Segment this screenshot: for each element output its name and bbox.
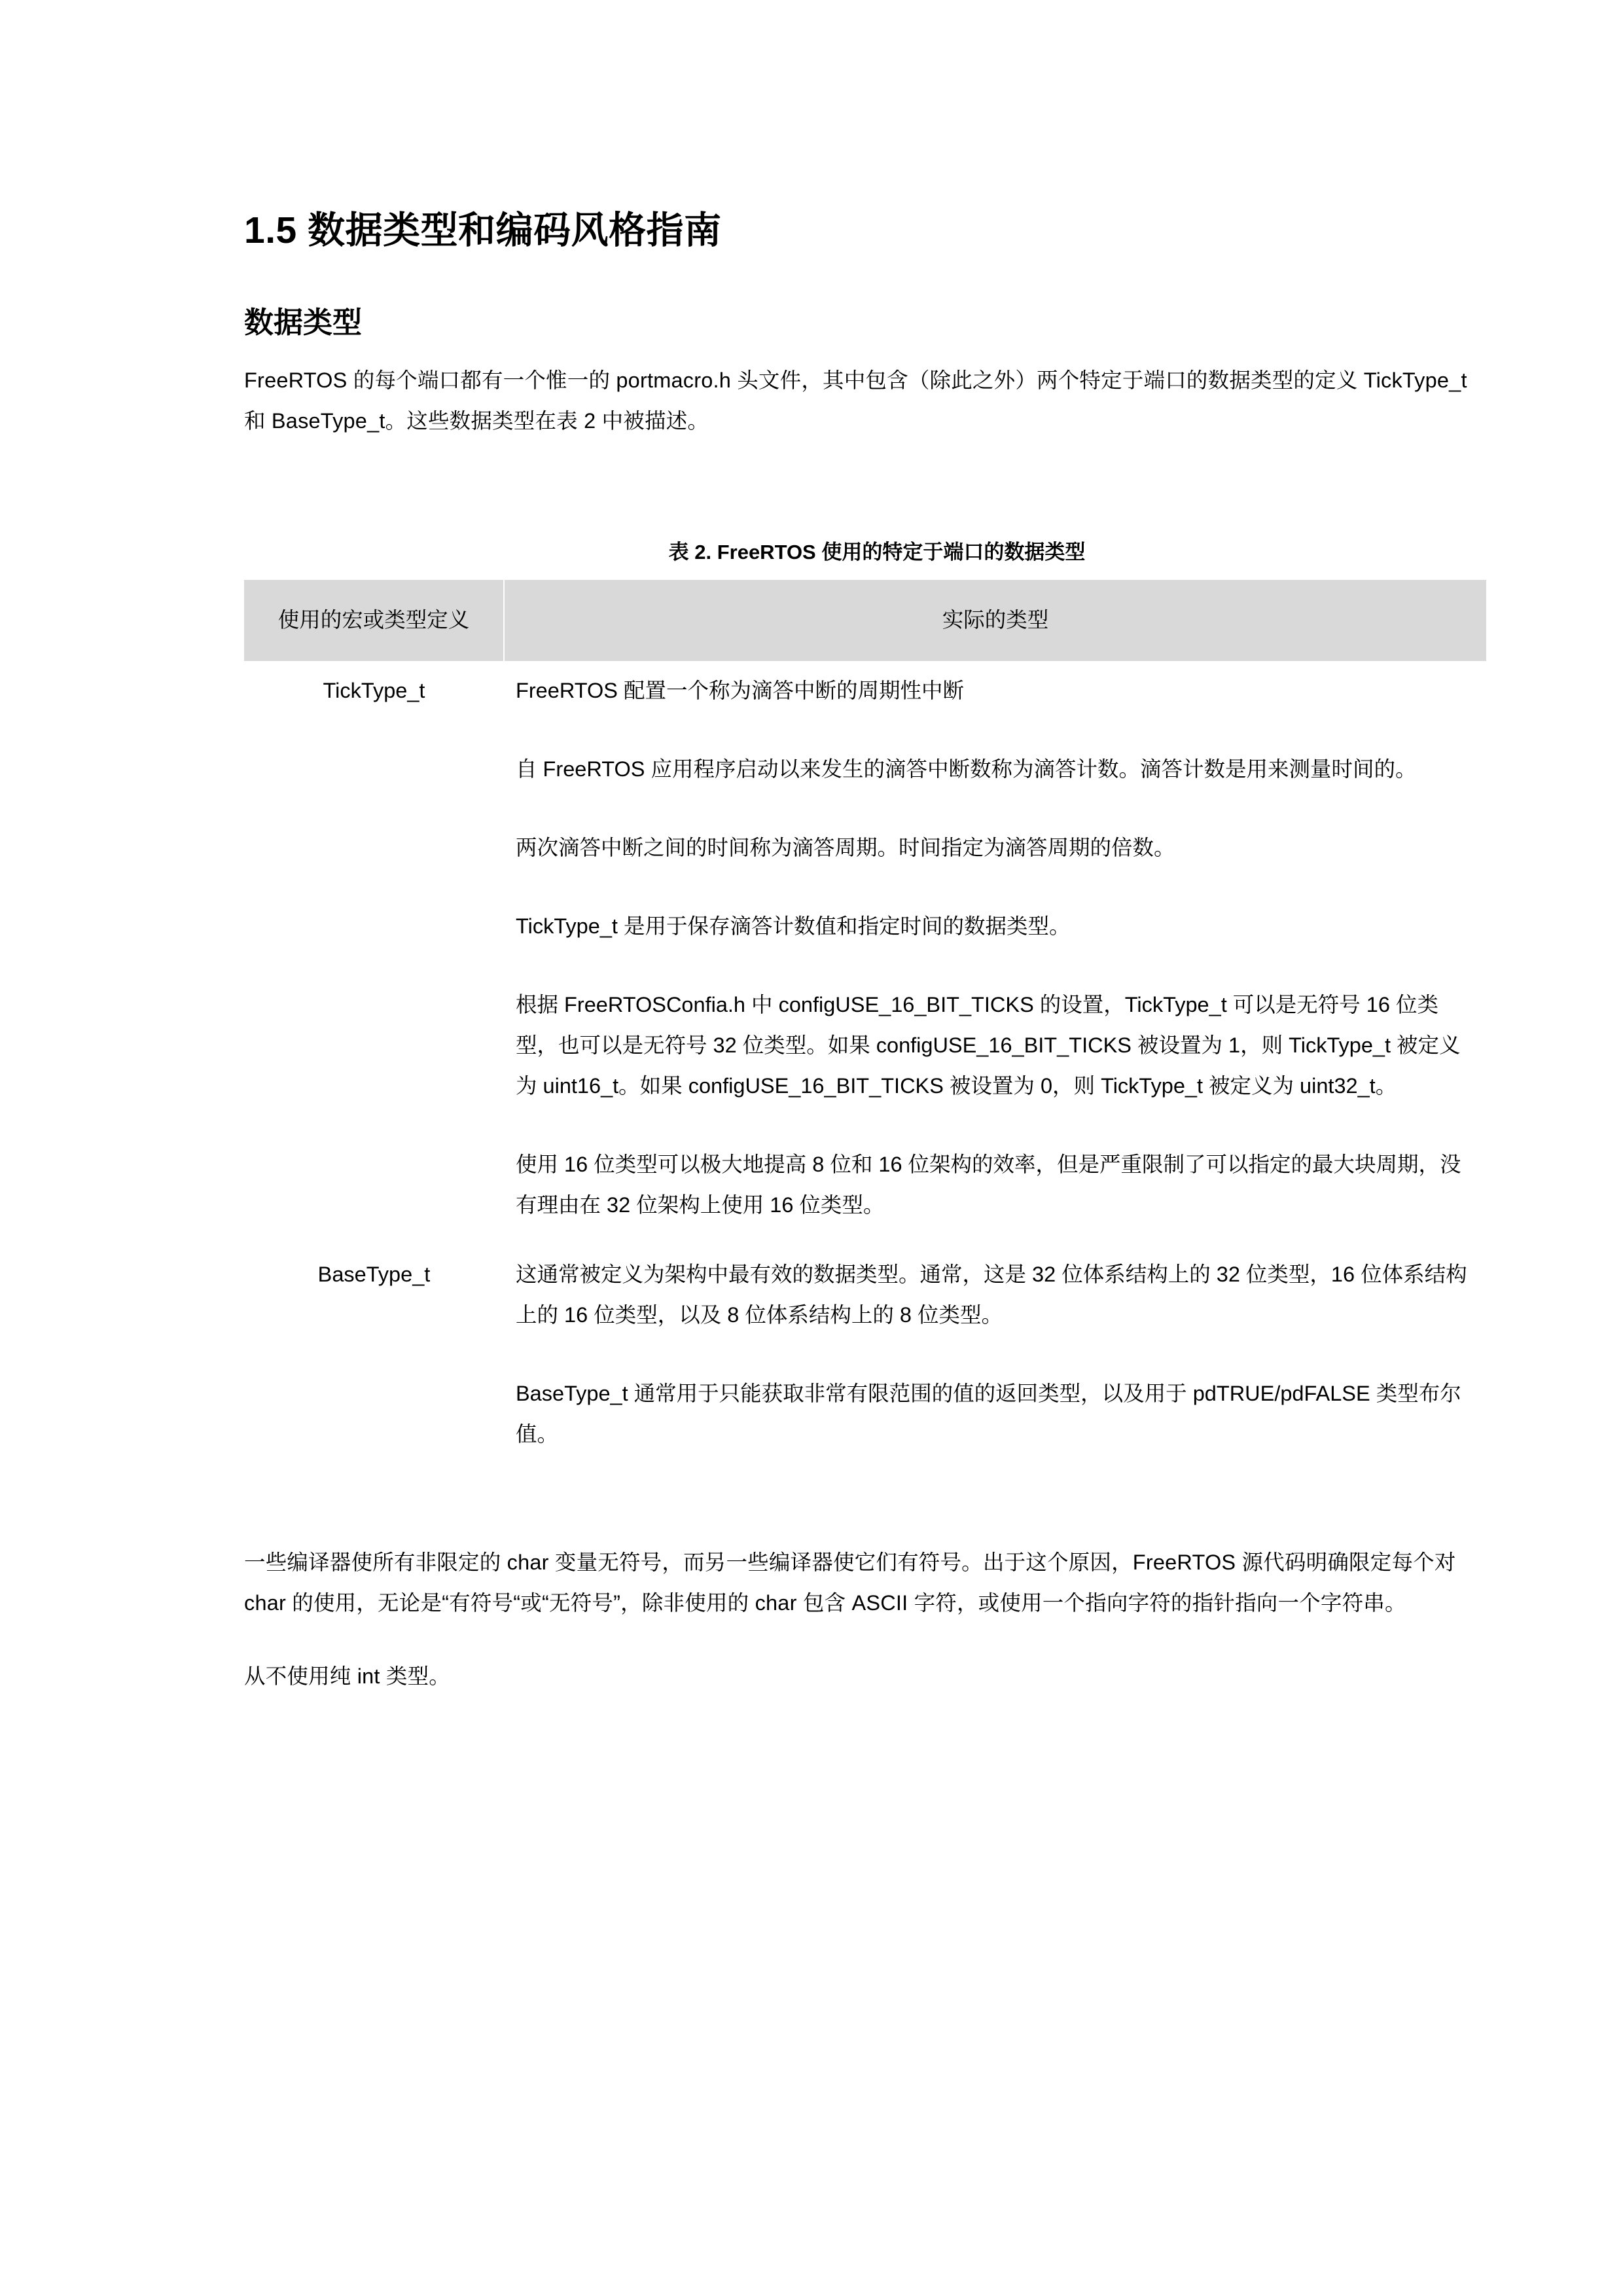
closing-paragraph-char-signedness: 一些编译器使所有非限定的 char 变量无符号，而另一些编译器使它们有符号。出于这个原因，FreeRTOS 源代码明确限定每个对 char 的使用，无论是“有符号“或“无符号”，除非使用的 char 包含 ASCII 字符，或使用一个指向字符的指针指向一个字符串。 [244,1550,1456,1615]
table-cell-description-ticktype-t [504,661,1486,1245]
table-column-header-actual-type: 实际的类型 [504,580,1486,661]
table-body [244,661,1486,1474]
table-cell-paragraph: 两次滴答中断之间的时间称为滴答周期。时间指定为滴答周期的倍数。 [516,835,1175,859]
table-header-row [244,580,1486,661]
table-cell-term-basetype-t: BaseType_t [244,1245,504,1474]
table-cell-paragraph: 使用 16 位类型可以极大地提高 8 位和 16 位架构的效率，但是严重限制了可以指定的最大块周期，没有理由在 32 位架构上使用 16 位类型。 [516,1152,1461,1217]
page-content [244,0,1488,1696]
table-section [244,441,1488,1474]
table-cell-term-ticktype-t: TickType_t [244,661,504,1245]
table-cell-paragraph: FreeRTOS 配置一个称为滴答中断的周期性中断 [516,678,964,702]
table-column-header-macro-or-typedef: 使用的宏或类型定义 [244,580,504,661]
table-row [244,1245,1486,1474]
table-cell-paragraph: BaseType_t 通常用于只能获取非常有限范围的值的返回类型，以及用于 pdTRUE/pdFALSE 类型布尔值。 [516,1381,1461,1446]
table-cell-paragraph: 这通常被定义为架构中最有效的数据类型。通常，这是 32 位体系结构上的 32 位类型，16 位体系结构上的 16 位类型，以及 8 位体系结构上的 8 位类型。 [516,1262,1467,1327]
section-heading-data-types: 数据类型 [244,306,363,340]
port-data-types-table [244,580,1486,1474]
table-caption: 表 2. FreeRTOS 使用的特定于端口的数据类型 [668,540,1086,564]
table-row [244,661,1486,1245]
table-cell-paragraph: TickType_t 是用于保存滴答计数值和指定时间的数据类型。 [516,914,1071,938]
intro-paragraph: FreeRTOS 的每个端口都有一个惟一的 portmacro.h 头文件，其中包含（除此之外）两个特定于端口的数据类型的定义 TickType_t 和 BaseType_t。这些数据类型在表 2 中被描述。 [244,368,1467,433]
table-cell-description-basetype-t [504,1245,1486,1474]
page-title: 1.5 数据类型和编码风格指南 [244,209,722,251]
table-cell-paragraph: 自 FreeRTOS 应用程序启动以来发生的滴答中断数称为滴答计数。滴答计数是用来测量时间的。 [516,757,1417,781]
table-cell-paragraph: 根据 FreeRTOSConfia.h 中 configUSE_16_BIT_TICKS 的设置，TickType_t 可以是无符号 16 位类型，也可以是无符号 32 位类型。如果 configUSE_16_BIT_TICKS 被设置为 1，则 TickType_t 被定义为 uint16_t。如果 configUSE_16_BIT_TICKS 被设置为 0，则 TickType_t 被定义为 uint32_t。 [516,992,1461,1098]
table-header [244,580,1486,661]
closing-paragraph-int-usage: 从不使用纯 int 类型。 [244,1664,450,1688]
closing-section [244,1474,1488,1696]
